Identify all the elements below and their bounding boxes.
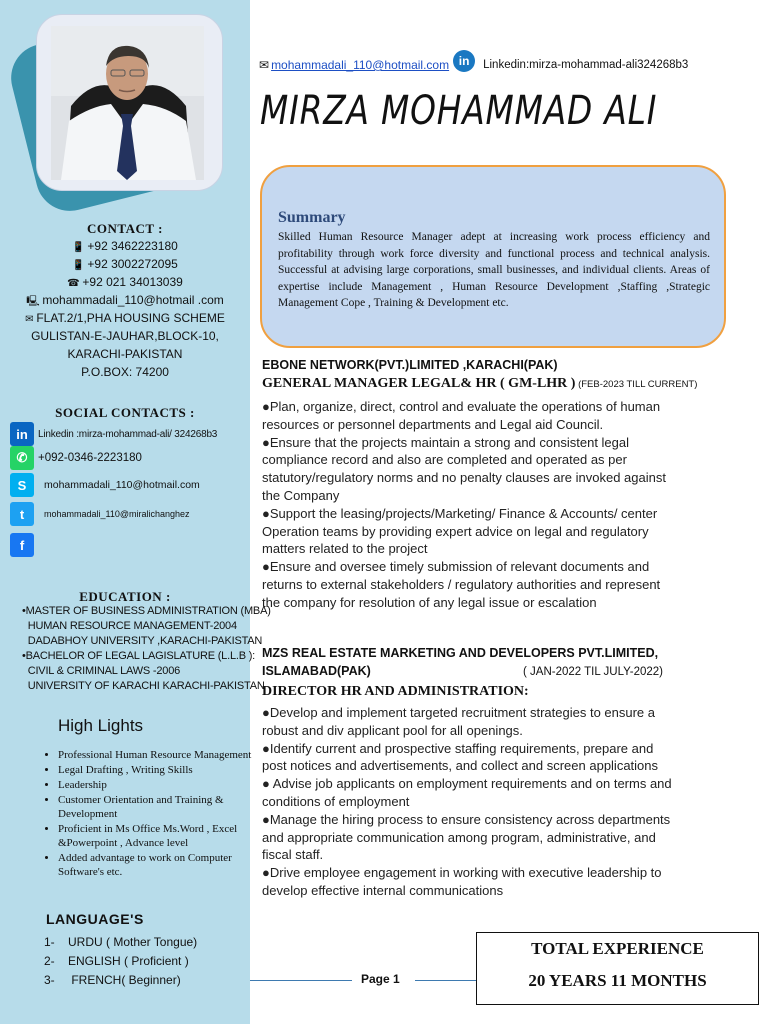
page-title: MIRZA MOHAMMAD ALI — [260, 88, 658, 134]
mobile-icon: 📱 — [72, 260, 88, 271]
header-contacts — [259, 50, 688, 80]
job-duties — [262, 704, 672, 900]
contact-text: +92 021 34013039 — [82, 275, 183, 289]
languages-title: LANGUAGE'S — [46, 911, 144, 927]
highlight-item: • Legal Drafting , Writing Skills — [58, 763, 268, 777]
company-name: MZS REAL ESTATE MARKETING AND DEVELOPERS PVT.LIMITED, — [262, 646, 659, 660]
contact-item — [0, 309, 250, 329]
job-duties — [262, 398, 672, 612]
duty-item: ●Develop and implement targeted recruitment strategies to ensure a robust and div applicant pool for all openings. — [262, 705, 656, 738]
duty-item: ●Drive employee engagement in working with executive leadership to develop effective internal communications — [262, 865, 662, 898]
page-number: Page 1 — [361, 972, 400, 986]
contact-item — [0, 255, 250, 275]
contact-item — [0, 237, 250, 257]
social-item[interactable] — [10, 533, 34, 557]
twitter-icon[interactable]: t — [10, 502, 34, 526]
job-title — [262, 376, 697, 392]
profile-photo — [51, 26, 204, 180]
duty-item: ● Advise job applicants on employment requirements and on terms and conditions of employment — [262, 776, 672, 809]
language-item: 3- FRENCH( Beginner) — [44, 973, 181, 987]
duty-item: ●Ensure that the projects maintain a strong and consistent legal compliance record and also are completed and operated as per statutory/regulatory norms and no penalty clauses are invoked against the Company — [262, 434, 666, 503]
linkedin-icon[interactable]: in — [10, 422, 34, 446]
highlight-item: • Proficient in Ms Office Ms.Word , Excel &Powerpoint , Advance level — [58, 822, 268, 850]
contact-text: mohammadali_110@hotmail .com — [42, 293, 224, 307]
education-title: EDUCATION : — [79, 589, 171, 604]
duty-item: ●Support the leasing/projects/Marketing/ Finance & Accounts/ center Operation teams by providing expert advice on legal and regulatory matters related to the project — [262, 505, 658, 557]
contact-title: CONTACT : — [87, 221, 163, 236]
social-item[interactable] — [10, 422, 217, 446]
duty-item: ●Identify current and prospective staffing requirements, prepare and post notices and advertisements, and collect and screen applications — [262, 740, 659, 774]
social-text: mohammadali_110@hotmail.com — [44, 479, 200, 491]
envelope-icon: ✉ — [259, 58, 270, 72]
duty-item: ●Manage the hiring process to ensure consistency across departments and appropriate communication among program, administrative, and fiscal staff. — [262, 811, 671, 863]
company-location: ISLAMABAD(PAK) — [262, 664, 371, 678]
mobile-icon: 📱 — [72, 242, 88, 253]
envelope-icon: ✉ — [25, 314, 37, 325]
summary-title: Summary — [278, 209, 346, 226]
social-item[interactable] — [10, 502, 190, 526]
footer-divider — [250, 980, 352, 981]
total-experience-title: TOTAL EXPERIENCE — [531, 939, 704, 958]
phone-icon: ☎ — [67, 278, 83, 289]
education-line: UNIVERSITY OF KARACHI KARACHI-PAKISTAN — [22, 680, 265, 692]
education-line: DADABHOY UNIVERSITY ,KARACHI-PAKISTAN — [22, 635, 263, 647]
social-item[interactable] — [10, 473, 200, 497]
job-title-text: GENERAL MANAGER LEGAL& HR ( GM-LHR ) — [262, 376, 576, 391]
education-list — [22, 604, 271, 694]
address-line: KARACHI-PAKISTAN — [67, 347, 183, 361]
job-period: ( JAN-2022 TIL JULY-2022) — [523, 666, 663, 678]
job-period: (FEB-2023 TILL CURRENT) — [575, 379, 698, 390]
address-line: GULISTAN-E-JAUHAR,BLOCK-10, — [31, 329, 219, 343]
total-experience-box — [476, 932, 759, 1005]
social-text: mohammadali_110@miralichanghez — [44, 509, 190, 519]
computer-icon: 🖳 — [26, 296, 43, 307]
contact-text: +92 3002272095 — [87, 257, 178, 271]
email-link[interactable]: mohammadali_110@hotmail.com — [271, 58, 450, 72]
address-line: P.O.BOX: 74200 — [81, 365, 169, 379]
duty-item: ●Plan, organize, direct, control and evaluate the operations of human resources or personnel departments and Legal aid Council. — [262, 399, 661, 432]
education-line: HUMAN RESOURCE MANAGEMENT-2004 — [22, 620, 237, 632]
linkedin-handle: Linkedin:mirza-mohammad-ali324268b3 — [483, 59, 689, 71]
highlights-title: High Lights — [58, 716, 144, 735]
education-line: •BACHELOR OF LEGAL LAGISLATURE (L.L.B ): — [22, 650, 256, 662]
social-text: Linkedin :mirza-mohammad-ali/ 324268b3 — [38, 428, 218, 440]
whatsapp-icon[interactable]: ✆ — [10, 446, 34, 470]
contact-text: +92 3462223180 — [87, 239, 178, 253]
social-text: +092-0346-2223180 — [38, 452, 142, 464]
skype-icon[interactable]: S — [10, 473, 34, 497]
education-line: CIVIL & CRIMINAL LAWS -2006 — [22, 665, 181, 677]
total-experience-value: 20 YEARS 11 MONTHS — [528, 971, 707, 990]
language-item: 1- URDU ( Mother Tongue) — [44, 935, 198, 949]
contact-item — [0, 291, 250, 311]
languages-list — [44, 933, 197, 990]
summary-text: Skilled Human Resource Manager adept at increasing work process efficiency and profitability through work force diversity and functional process and technical analysis. Successful at advising large corporations, small businesses, and individual clients. Areas of expertise include Management , Human Resource Development ,Staffing ,Strategic Management Cope , Training & Development etc. — [278, 231, 710, 310]
highlight-item: • Added advantage to work on Computer Software's etc. — [58, 851, 268, 879]
job-title: DIRECTOR HR AND ADMINISTRATION: — [262, 684, 529, 699]
facebook-icon[interactable]: f — [10, 533, 34, 557]
social-item[interactable] — [10, 446, 142, 470]
contact-text: FLAT.2/1,PHA HOUSING SCHEME — [36, 311, 225, 325]
highlights-list — [36, 748, 268, 880]
linkedin-icon[interactable]: in — [453, 50, 475, 72]
highlight-item: • Customer Orientation and Training & Development — [58, 793, 268, 821]
company-name: EBONE NETWORK(PVT.)LIMITED ,KARACHI(PAK) — [262, 358, 558, 372]
highlight-item: • Professional Human Resource Management — [58, 748, 268, 762]
contact-item — [0, 273, 250, 293]
highlight-item: • Leadership — [58, 778, 268, 792]
education-line: •MASTER OF BUSINESS ADMINISTRATION (MBA) — [22, 605, 271, 617]
social-contacts-title: SOCIAL CONTACTS : — [55, 405, 195, 420]
duty-item: ●Ensure and oversee timely submission of relevant documents and returns to external stakeholders / regulatory authorities and represent the company for resolution of any legal issue or escalation — [262, 559, 661, 610]
language-item: 2- ENGLISH ( Proficient ) — [44, 954, 189, 968]
footer-divider — [415, 980, 476, 981]
